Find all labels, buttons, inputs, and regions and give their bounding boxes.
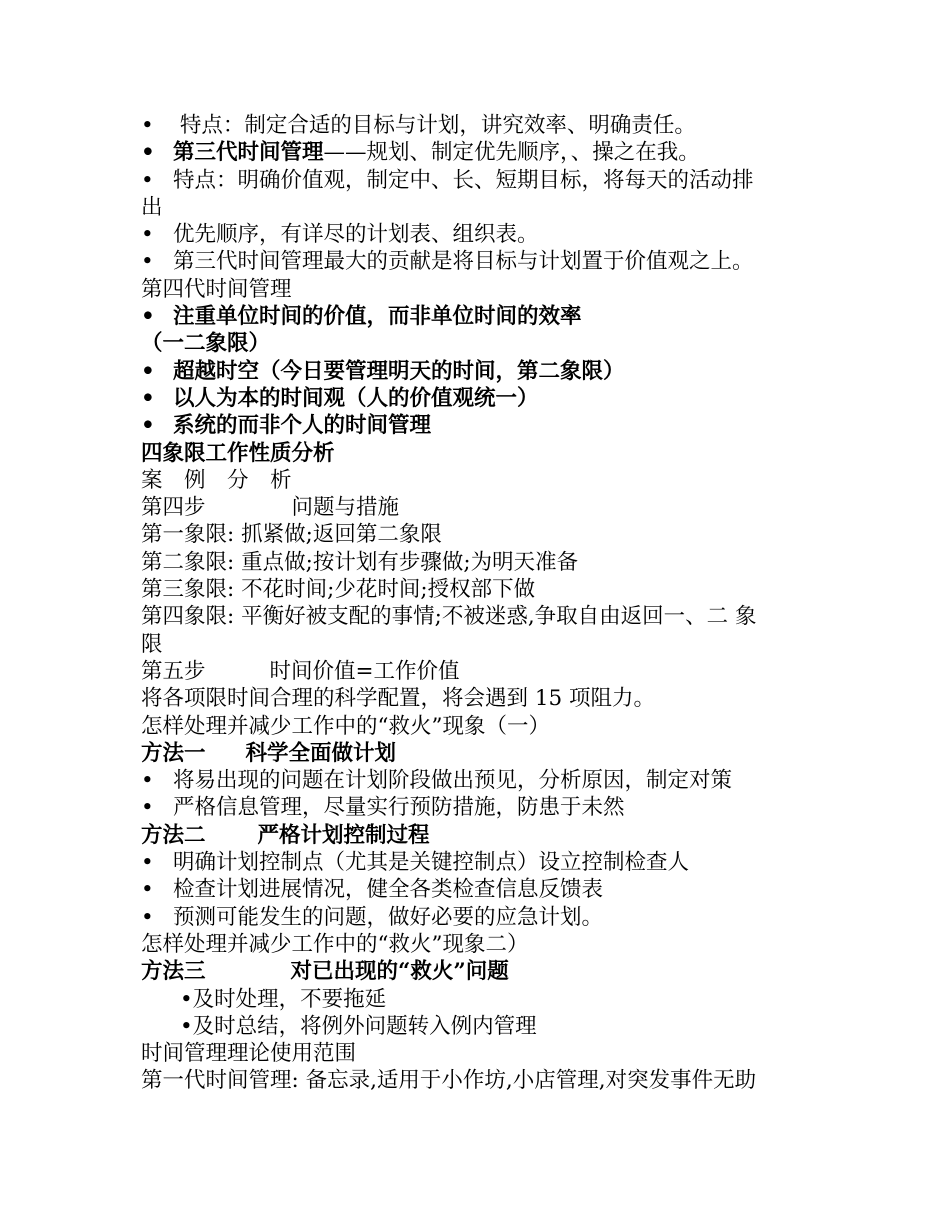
section-heading: 四象限工作性质分析 xyxy=(141,440,335,466)
bullet-line: • 特点：明确价值观，制定中、长、短期目标，将每天的活动排 xyxy=(141,167,754,193)
bullet-line: • 超越时空（今日要管理明天的时间，第二象限） xyxy=(141,358,625,384)
text-line: 第三象限: 不花时间;少花时间;授权部下做 xyxy=(141,577,536,603)
text-line: 案 例 分 析 xyxy=(141,467,292,493)
indented-bullet-line: •及时总结，将例外问题转入例内管理 xyxy=(180,1013,537,1039)
bullet-line: • 第三代时间管理最大的贡献是将目标与计划置于价值观之上。 xyxy=(141,249,754,275)
bullet-line: • 检查计划进展情况，健全各类检查信息反馈表 xyxy=(141,877,604,903)
text-line: 第一象限: 抓紧做;返回第二象限 xyxy=(141,522,442,548)
bullet-line: • 注重单位时间的价值，而非单位时间的效率 xyxy=(141,304,582,330)
bullet-line: • 以人为本的时间观（人的价值观统一） xyxy=(141,385,539,411)
text-line: 第四象限: 平衡好被支配的事情;不被迷惑,争取自由返回一、二 象 xyxy=(141,604,757,630)
method-heading: 方法三 对已出现的“救火”问题 xyxy=(141,959,509,985)
indented-bullet-line: •及时处理，不要拖延 xyxy=(180,986,387,1012)
method-heading: 方法二 严格计划控制过程 xyxy=(141,822,430,848)
text-line: 第一代时间管理: 备忘录,适用于小作坊,小店管理,对突发事件无助 xyxy=(141,1068,757,1094)
text-line: 第二象限: 重点做;按计划有步骤做;为明天准备 xyxy=(141,549,579,575)
bullet-line: • 严格信息管理，尽量实行预防措施，防患于未然 xyxy=(141,795,625,821)
text-line: 将各项限时间合理的科学配置，将会遇到 15 项阻力。 xyxy=(141,686,656,712)
bullet-line: • 将易出现的问题在计划阶段做出预见，分析原因，制定对策 xyxy=(141,768,733,794)
bullet-line: • 明确计划控制点（尤其是关键控制点）设立控制检查人 xyxy=(141,850,690,876)
document-body xyxy=(141,112,821,1095)
continuation-line: 出 xyxy=(141,194,163,220)
text-line: 怎样处理并减少工作中的“救火”现象二） xyxy=(141,931,529,957)
text-line: 时间管理理论使用范围 xyxy=(141,1041,357,1067)
bullet-line: • 特点：制定合适的目标与计划，讲究效率、明确责任。 xyxy=(141,113,696,138)
step-line: 第四步 问题与措施 xyxy=(141,495,400,521)
bullet-line: • 预测可能发生的问题，做好必要的应急计划。 xyxy=(141,904,604,930)
text-line: 第四代时间管理 xyxy=(141,276,292,302)
method-heading: 方法一 科学全面做计划 xyxy=(141,740,397,766)
bullet-line: • 第三代时间管理——规划、制定优先顺序，、操之在我。 xyxy=(141,140,700,166)
step-line: 第五步 时间价值=工作价值 xyxy=(141,658,460,684)
continuation-line: 限 xyxy=(141,631,163,657)
bullet-line: • 优先顺序，有详尽的计划表、组织表。 xyxy=(141,222,539,248)
text-line: （一二象限） xyxy=(141,331,271,357)
bullet-line: • 系统的而非个人的时间管理 xyxy=(141,413,432,439)
text-line: 怎样处理并减少工作中的“救火”现象（一） xyxy=(141,713,550,739)
